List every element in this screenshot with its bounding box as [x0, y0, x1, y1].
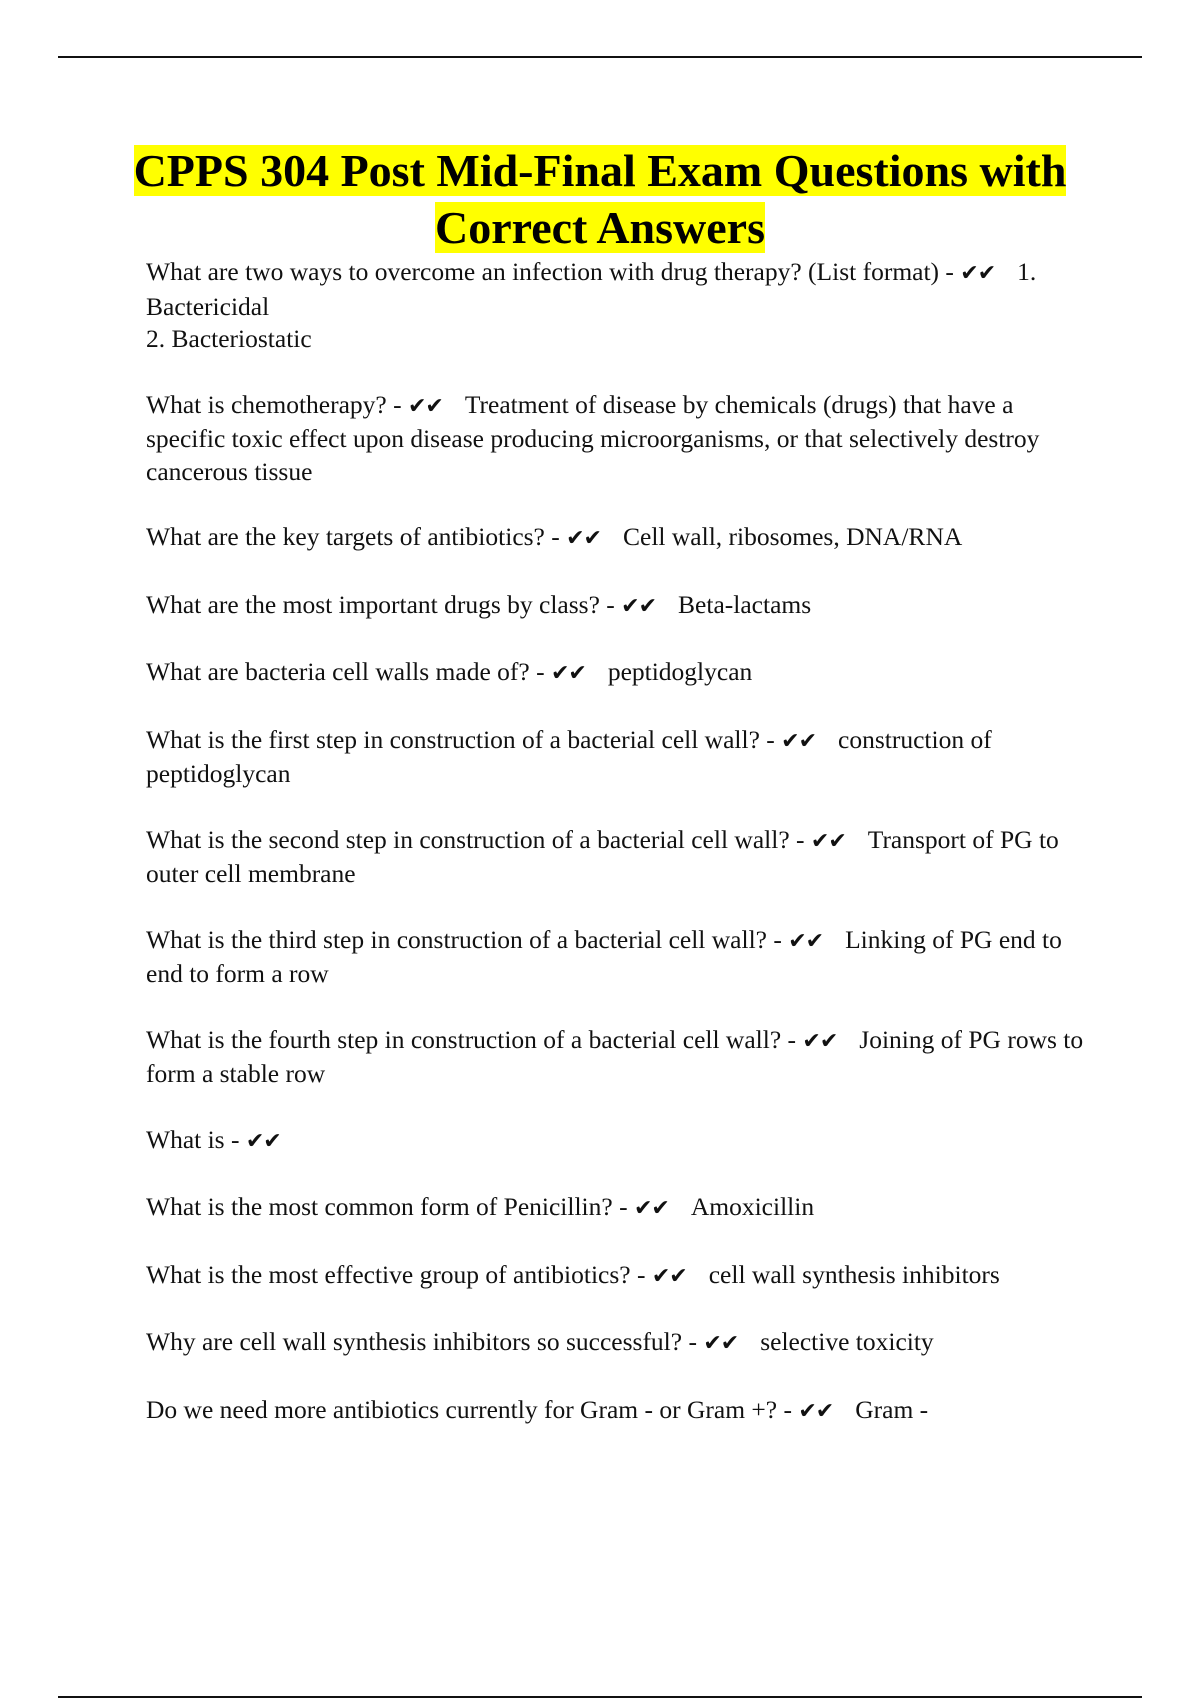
check-mark-icon: ✔✔ [960, 261, 996, 286]
question-text: What is the most common form of Penicillin? - [146, 1192, 628, 1221]
question-text: What are bacteria cell walls made of? - [146, 657, 545, 686]
answer-text: Joining of PG rows to form a stable row [146, 1024, 1090, 1088]
qa-item [146, 1124, 1096, 1159]
question-text: What are two ways to overcome an infection with drug therapy? (List format) - [146, 257, 954, 286]
check-mark-icon: ✔✔ [788, 928, 824, 954]
qa-item [146, 724, 1096, 791]
question-text: Why are cell wall synthesis inhibitors so successful? - [146, 1327, 697, 1356]
question-text: What is the most effective group of antibiotics? - [146, 1259, 646, 1289]
question-text: What is - [146, 1124, 240, 1154]
title-block [60, 142, 1140, 256]
answer-text: Treatment of disease by chemicals (drugs) that have a specific toxic effect upon disease producing microorganisms, or that selectively destroy cancerous tissue [146, 389, 1046, 486]
qa-list [146, 256, 1096, 1461]
qa-item [146, 824, 1096, 891]
question-text: What is the second step in construction of a bacterial cell wall? - [146, 824, 805, 854]
question-text: Do we need more antibiotics currently for Gram - or Gram +? - [146, 1394, 792, 1424]
check-mark-icon: ✔✔ [651, 1263, 687, 1289]
qa-item [146, 924, 1096, 991]
check-mark-icon: ✔✔ [633, 1196, 669, 1221]
answer-text: Amoxicillin [690, 1192, 815, 1221]
answer-text: Beta-lactams [678, 589, 812, 619]
check-mark-icon: ✔✔ [798, 1398, 834, 1424]
question-text: What are the key targets of antibiotics? - [146, 522, 560, 551]
question-text: What is the first step in construction of a bacterial cell wall? - [146, 724, 775, 754]
answer-text: Linking of PG end to end to form a row [146, 924, 1069, 988]
answer-text: cell wall synthesis inhibitors [708, 1259, 1000, 1289]
answer-text: Cell wall, ribosomes, DNA/RNA [623, 522, 963, 551]
qa-item [146, 1394, 1096, 1429]
bottom-divider [58, 1696, 1142, 1698]
answer-text: Gram - [855, 1394, 929, 1424]
qa-item [146, 1024, 1096, 1091]
check-mark-icon: ✔✔ [621, 593, 657, 619]
check-mark-icon: ✔✔ [550, 661, 586, 686]
check-mark-icon: ✔✔ [781, 728, 817, 754]
question-text: What is the third step in construction of a bacterial cell wall? - [146, 924, 782, 954]
qa-item [146, 589, 1096, 624]
question-text: What is the fourth step in construction of a bacterial cell wall? - [146, 1024, 797, 1054]
answer-text: peptidoglycan [607, 657, 753, 686]
qa-item [146, 1259, 1096, 1294]
qa-item [146, 1191, 1096, 1226]
qa-item [146, 1326, 1096, 1361]
qa-item [146, 521, 1096, 556]
check-mark-icon: ✔✔ [245, 1128, 281, 1154]
qa-item [146, 256, 1096, 356]
answer-text: Transport of PG to outer cell membrane [146, 824, 1066, 888]
answer-text: 1. Bactericidal 2. Bacteriostatic [146, 257, 1037, 353]
page-title: CPPS 304 Post Mid-Final Exam Questions with Correct Answers [133, 145, 1067, 253]
top-divider [58, 56, 1142, 58]
check-mark-icon: ✔✔ [810, 828, 846, 854]
check-mark-icon: ✔✔ [802, 1028, 838, 1054]
check-mark-icon: ✔✔ [407, 393, 443, 419]
question-text: What is chemotherapy? - [146, 389, 402, 419]
answer-text: construction of peptidoglycan [146, 724, 999, 788]
question-text: What are the most important drugs by class? - [146, 589, 615, 619]
qa-item [146, 389, 1096, 489]
qa-item [146, 656, 1096, 691]
answer-text: selective toxicity [760, 1327, 934, 1356]
check-mark-icon: ✔✔ [703, 1331, 739, 1356]
check-mark-icon: ✔✔ [566, 526, 601, 551]
